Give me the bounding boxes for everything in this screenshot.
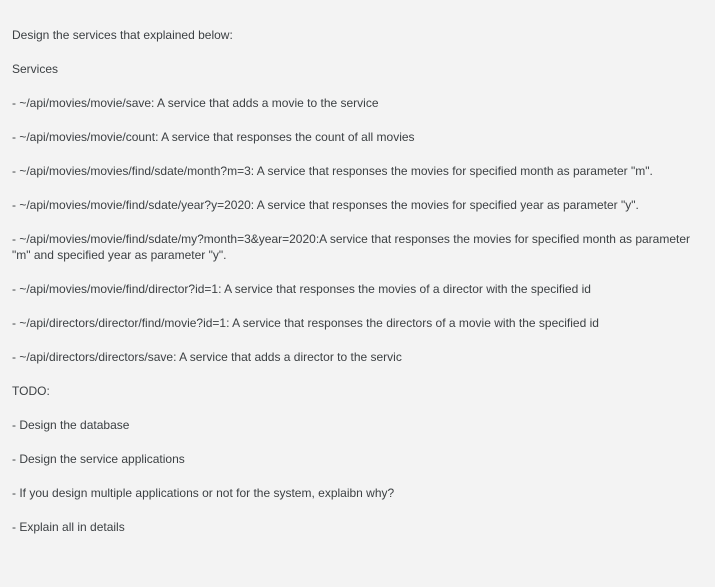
service-item-find-by-year: - ~/api/movies/movie/find/sdate/year?y=2020: A service that responses the movies for specified year as parameter "y". bbox=[12, 198, 639, 212]
intro-text: Design the services that explained below: bbox=[12, 28, 233, 42]
todo-item-service-applications: - Design the service applications bbox=[12, 452, 185, 466]
service-item-count-movies: - ~/api/movies/movie/count: A service that responses the count of all movies bbox=[12, 130, 415, 144]
service-item-directors-by-movie: - ~/api/directors/director/find/movie?id=1: A service that responses the directors of a movie with the specified id bbox=[12, 316, 599, 330]
service-item-save-movie: - ~/api/movies/movie/save: A service that adds a movie to the service bbox=[12, 96, 379, 110]
service-item-find-by-month: - ~/api/movies/movies/find/sdate/month?m=3: A service that responses the movies for specified month as parameter "m". bbox=[12, 164, 653, 178]
services-heading: Services bbox=[12, 62, 59, 76]
todo-item-database: - Design the database bbox=[12, 418, 130, 432]
service-item-find-by-month-year: - ~/api/movies/movie/find/sdate/my?month=3&year=2020:A service that responses the movies for specified month as parameter "m" and specified year as parameter "y". bbox=[12, 232, 691, 262]
todo-item-multiple-applications: - If you design multiple applications or not for the system, explaibn why? bbox=[12, 486, 395, 500]
todo-item-explain: - Explain all in details bbox=[12, 520, 125, 534]
todo-heading: TODO: bbox=[12, 384, 50, 398]
service-item-find-by-director: - ~/api/movies/movie/find/director?id=1: A service that responses the movies of a director with the specified id bbox=[12, 282, 591, 296]
service-item-save-director: - ~/api/directors/directors/save: A service that adds a director to the servic bbox=[12, 350, 402, 364]
